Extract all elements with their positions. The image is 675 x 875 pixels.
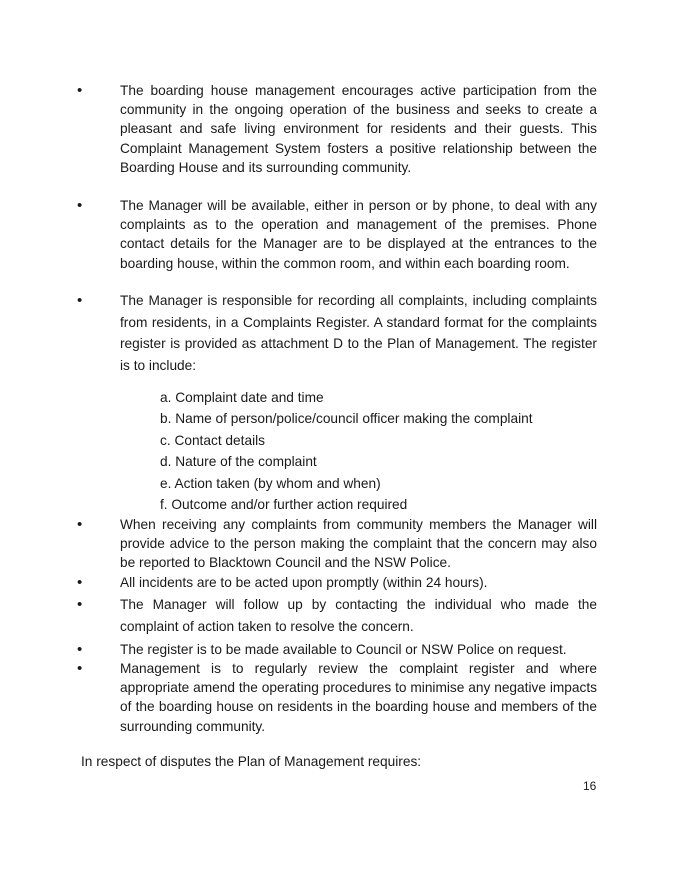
register-item-b: b. Name of person/police/council officer making the complaint bbox=[160, 411, 533, 426]
closing-paragraph: In respect of disputes the Plan of Management requires: bbox=[81, 754, 422, 769]
page-number: 16 bbox=[583, 779, 597, 793]
bullet-community-participation bbox=[99, 81, 597, 177]
bullet-complaints-register bbox=[99, 290, 597, 376]
bullet-follow-up bbox=[99, 594, 597, 637]
bullet-text: • The boarding house management encourages active participation from the community in the ongoing operation of the business and seeks to create a pleasant and safe living environment for residents and their guests. This Complaint Management System fosters a positive relationship between the Boarding House and its surrounding community. bbox=[120, 83, 597, 175]
bullet-text: • The register is to be made available to Council or NSW Police on request. bbox=[120, 642, 567, 657]
bullet-manager-availability bbox=[99, 196, 597, 273]
register-item-c: c. Contact details bbox=[160, 433, 265, 448]
register-item-d: d. Nature of the complaint bbox=[160, 454, 317, 469]
register-item-a: a. Complaint date and time bbox=[160, 390, 324, 405]
bullet-text: • The Manager is responsible for recording all complaints, including complaints from residents, in a Complaints Register. A standard format for the complaints register is provided as attachment D to the Plan of Management. The register is to include: bbox=[120, 293, 597, 373]
bullet-act-promptly bbox=[99, 573, 597, 592]
bullet-text: • All incidents are to be acted upon promptly (within 24 hours). bbox=[120, 575, 488, 590]
register-item-e: e. Action taken (by whom and when) bbox=[160, 476, 381, 491]
bullet-text: • Management is to regularly review the complaint register and where appropriate amend the operating procedures to minimise any negative impacts of the boarding house on residents in the boarding house and members of the surrounding community. bbox=[120, 661, 597, 734]
bullet-text: • The Manager will follow up by contacting the individual who made the complaint of action taken to resolve the concern. bbox=[120, 597, 597, 634]
bullet-advice-council-police bbox=[99, 515, 597, 573]
bullet-text: • The Manager will be available, either in person or by phone, to deal with any complaints as to the operation and management of the premises. Phone contact details for the Manager are to be displayed at the entrances to the boarding house, within the common room, and within each boarding room. bbox=[120, 198, 597, 271]
bullet-review-register bbox=[99, 659, 597, 736]
register-item-f: f. Outcome and/or further action required bbox=[160, 497, 408, 512]
bullet-text: • When receiving any complaints from community members the Manager will provide advice to the person making the complaint that the concern may also be reported to Blacktown Council and the NSW Police. bbox=[120, 517, 597, 571]
bullet-register-available bbox=[99, 640, 597, 659]
